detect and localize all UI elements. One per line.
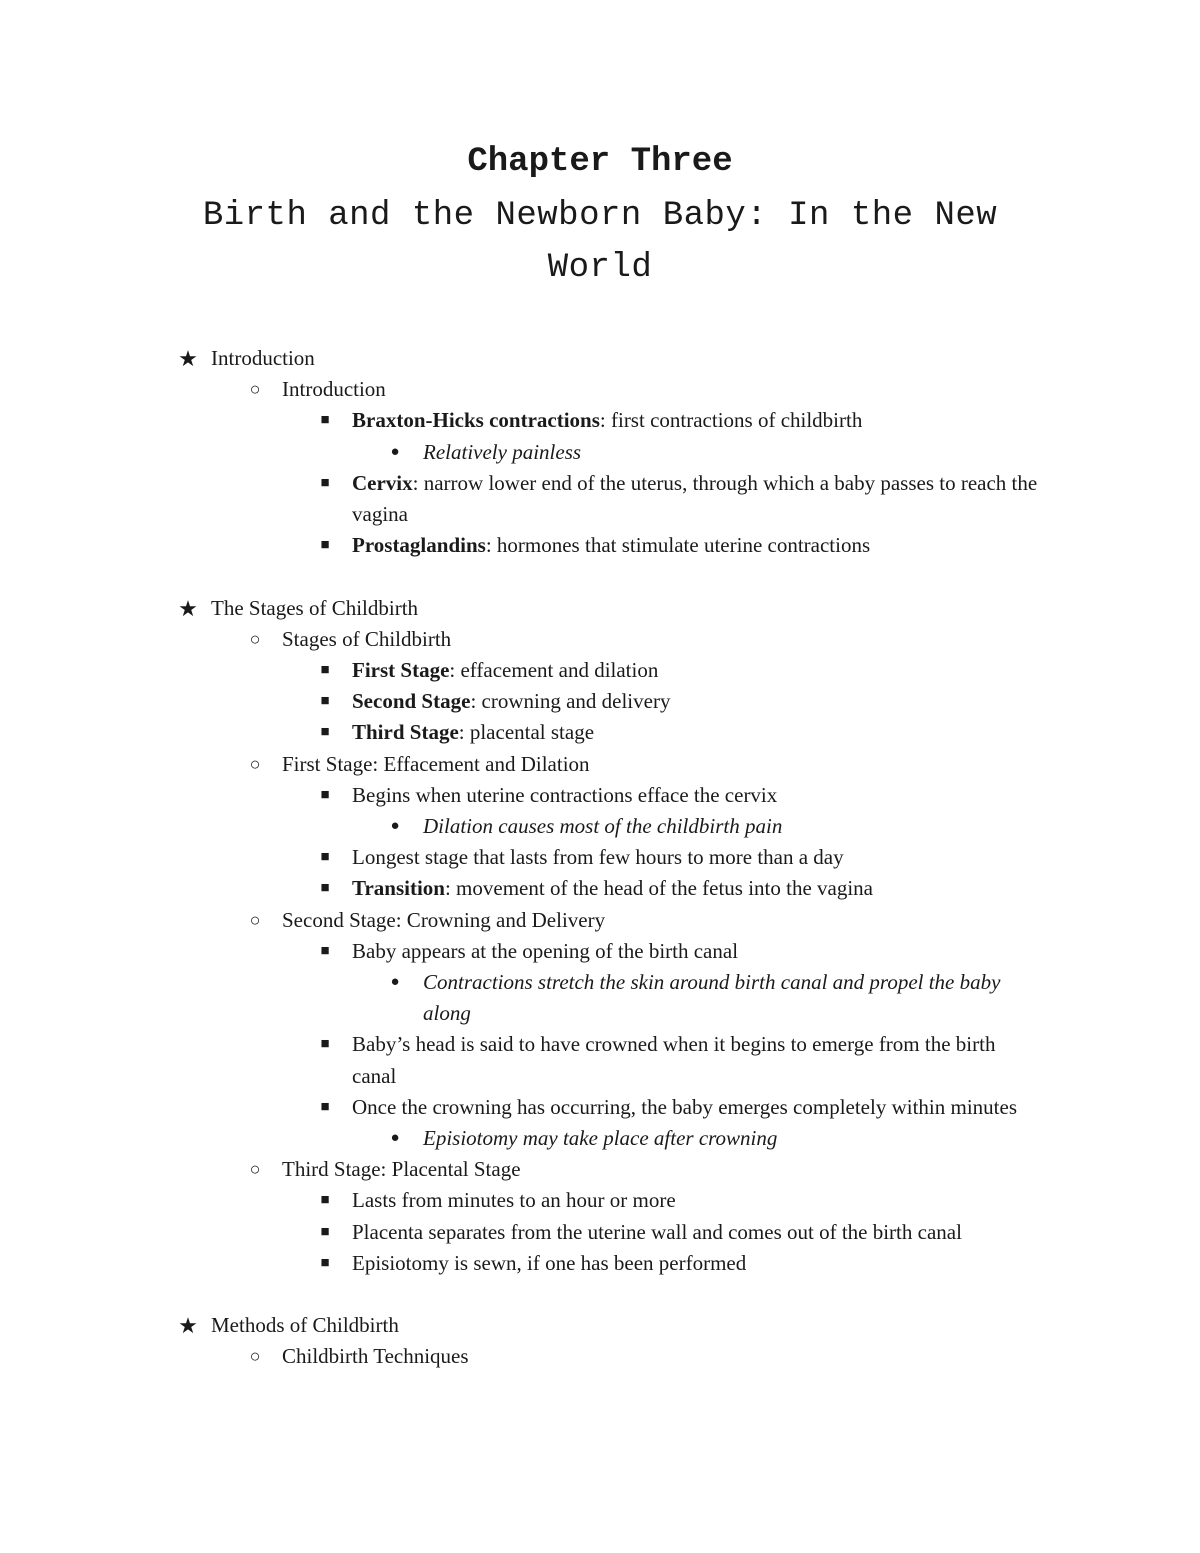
square-bullet-icon: ■	[320, 1036, 330, 1053]
circle-bullet-icon: ○	[249, 753, 261, 774]
note-text: Episiotomy may take place after crowning	[423, 1126, 778, 1151]
square-bullet-icon: ■	[320, 880, 330, 897]
item-text: Once the crowning has occurring, the baby emerges completely within minutes	[352, 1094, 1018, 1119]
square-bullet-icon: ■	[320, 1192, 330, 1209]
square-bullet-icon: ■	[320, 537, 330, 554]
circle-bullet-icon: ○	[249, 1159, 261, 1180]
outline-section	[0, 343, 1200, 561]
list-note	[0, 437, 1043, 468]
subsection-heading	[0, 1154, 1200, 1185]
square-bullet-icon: ■	[320, 662, 330, 679]
section-heading-text: The Stages of Childbirth	[211, 595, 419, 620]
circle-bullet-icon: ○	[249, 628, 261, 649]
subsection-heading-text: First Stage: Effacement and Dilation	[282, 751, 590, 776]
subsection-heading-text: Second Stage: Crowning and Delivery	[282, 907, 606, 932]
square-bullet-icon: ■	[320, 849, 330, 866]
item-text: : narrow lower end of the uterus, through which a baby passes to reach the vagina	[352, 470, 1038, 527]
item-term: Braxton-Hicks contractions	[352, 408, 600, 433]
list-item	[0, 530, 1042, 561]
item-text: : first contractions of childbirth	[599, 408, 863, 433]
list-note	[0, 1123, 1043, 1154]
square-bullet-icon: ■	[320, 412, 330, 429]
square-bullet-icon: ■	[320, 942, 330, 959]
item-text: Placenta separates from the uterine wall and comes out of the birth canal	[352, 1219, 962, 1244]
item-term: Transition	[352, 876, 445, 901]
item-text: : placental stage	[458, 720, 595, 745]
list-item	[0, 1029, 1042, 1091]
dot-bullet-icon: ●	[390, 974, 400, 991]
item-text: Longest stage that lasts from few hours to more than a day	[352, 845, 844, 870]
list-item	[0, 936, 1042, 967]
item-text: : movement of the head of the fetus into the vagina	[444, 876, 874, 901]
subsection-heading-text: Introduction	[282, 377, 386, 402]
star-bullet-icon: ★	[178, 346, 198, 371]
section-heading	[0, 1310, 1200, 1341]
item-term: Prostaglandins	[352, 533, 486, 558]
list-item	[0, 780, 1042, 811]
dot-bullet-icon: ●	[390, 443, 400, 460]
note-text: Dilation causes most of the childbirth pain	[423, 814, 783, 839]
outline	[0, 343, 1200, 1404]
list-item	[0, 655, 1042, 686]
list-item	[0, 842, 1042, 873]
circle-bullet-icon: ○	[249, 1346, 261, 1367]
item-term: Third Stage	[352, 720, 459, 745]
list-item	[0, 1217, 1042, 1248]
subsection-heading-text: Stages of Childbirth	[282, 626, 452, 651]
item-term: Cervix	[352, 470, 413, 495]
outline-section	[0, 1310, 1200, 1372]
note-text: Relatively painless	[423, 439, 582, 464]
circle-bullet-icon: ○	[249, 909, 261, 930]
subsection-heading	[0, 374, 1200, 405]
chapter-title: Chapter Three	[467, 143, 733, 181]
section-heading-text: Methods of Childbirth	[211, 1313, 399, 1338]
item-text: Baby’s head is said to have crowned when it begins to emerge from the birth canal	[352, 1032, 996, 1088]
item-term: Second Stage	[352, 689, 471, 714]
circle-bullet-icon: ○	[249, 379, 261, 400]
note-text: Contractions stretch the skin around birth canal and propel the baby along	[423, 970, 1001, 1026]
item-text: Episiotomy is sewn, if one has been performed	[352, 1250, 747, 1275]
subsection-heading	[0, 749, 1200, 780]
list-item	[0, 1092, 1042, 1123]
list-item	[0, 468, 1042, 530]
square-bullet-icon: ■	[320, 1098, 330, 1115]
item-term: First Stage	[352, 658, 450, 683]
subsection-heading-text: Third Stage: Placental Stage	[282, 1157, 521, 1182]
item-text: Baby appears at the opening of the birth canal	[352, 938, 739, 963]
list-item	[0, 717, 1042, 748]
star-bullet-icon: ★	[178, 1313, 198, 1339]
list-item	[0, 1185, 1042, 1216]
list-item	[0, 686, 1042, 717]
section-heading	[0, 343, 1200, 374]
subsection-heading-text: Childbirth Techniques	[282, 1344, 469, 1369]
item-text: : effacement and dilation	[449, 658, 659, 683]
square-bullet-icon: ■	[320, 1254, 330, 1271]
subsection-heading	[0, 1341, 1200, 1372]
list-item	[0, 873, 1042, 904]
square-bullet-icon: ■	[320, 1223, 330, 1240]
list-item	[0, 1248, 1042, 1279]
subsection-heading	[0, 624, 1200, 655]
item-text: : crowning and delivery	[470, 689, 671, 714]
dot-bullet-icon: ●	[390, 818, 400, 835]
dot-bullet-icon: ●	[390, 1130, 400, 1147]
section-heading-text: Introduction	[211, 346, 315, 370]
section-heading	[0, 593, 1200, 624]
square-bullet-icon: ■	[320, 786, 330, 803]
square-bullet-icon: ■	[320, 724, 330, 741]
list-note	[0, 967, 1043, 1029]
star-bullet-icon: ★	[178, 595, 198, 621]
item-text: Lasts from minutes to an hour or more	[352, 1188, 676, 1213]
subsection-heading	[0, 905, 1200, 936]
list-note	[0, 811, 1043, 842]
square-bullet-icon: ■	[320, 693, 330, 710]
outline-section	[0, 593, 1200, 1279]
item-text: Begins when uterine contractions efface the cervix	[352, 782, 778, 807]
square-bullet-icon: ■	[320, 474, 330, 491]
item-text: : hormones that stimulate uterine contractions	[485, 533, 871, 558]
chapter-subtitle: Birth and the Newborn Baby: In the New World	[202, 197, 998, 287]
list-item	[0, 405, 1042, 436]
